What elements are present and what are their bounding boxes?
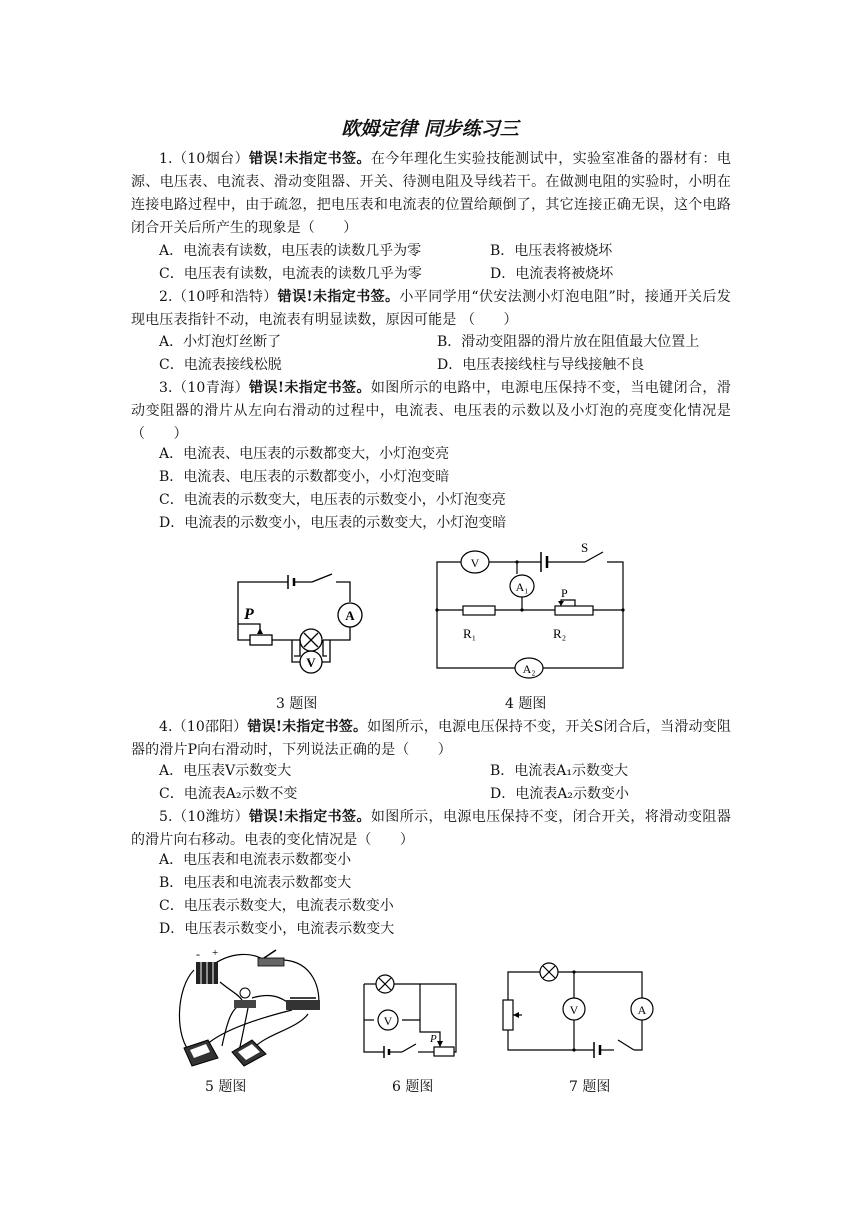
fig4-slider-label: P	[561, 586, 568, 600]
question-number: 1.	[159, 151, 173, 167]
question-5	[131, 806, 731, 852]
option-3b: B．电流表、电压表的示数都变小，小灯泡变暗	[159, 469, 450, 485]
option-2d: D．电压表接线柱与导线接触不良	[437, 357, 645, 373]
figure-5-wiring	[172, 948, 332, 1070]
question-number: 3.	[159, 380, 173, 396]
battery-icon	[196, 962, 218, 984]
error-bookmark: 错误!未指定书签。	[248, 151, 371, 167]
voltmeter-device-icon	[232, 1040, 266, 1066]
option-4c: C．电流表A₂示数不变	[159, 786, 298, 802]
fig4-r2-label: R₂	[553, 626, 567, 641]
option-2a: A．小灯泡灯丝断了	[159, 334, 282, 350]
option-5d: D．电压表示数变小，电流表示数变大	[159, 921, 395, 937]
question-2	[131, 286, 731, 332]
option-3c: C．电流表的示数变大，电压表的示数变小，小灯泡变亮	[159, 492, 506, 508]
question-number: 5.	[159, 809, 173, 825]
fig4-r1-label: R₁	[463, 626, 477, 641]
question-text: 如图所示，电源电压保持不变，闭合开关，将滑动变阻器的滑片向右移动。电表的变化情况是（ ）	[131, 809, 731, 848]
option-5c: C．电压表示数变大，电流表示数变小	[159, 898, 394, 914]
fig5-plus-label: +	[212, 947, 219, 959]
option-2c: C．电流表接线松脱	[159, 357, 282, 373]
figure-7-circuit	[500, 960, 660, 1060]
ammeter-device-icon	[184, 1040, 218, 1066]
error-bookmark: 错误!未指定书签。	[248, 380, 371, 396]
fig3-ammeter-label: A	[345, 608, 355, 623]
option-2b: B．滑动变阻器的滑片放在阻值最大位置上	[437, 334, 700, 350]
fig6-slider-label: P	[430, 1033, 437, 1045]
question-source: （10烟台）	[172, 151, 249, 167]
option-4d: D．电流表A₂示数变小	[490, 786, 629, 802]
figure-4-caption: 4 题图	[505, 696, 547, 712]
fig5-minus-label: -	[196, 947, 200, 961]
option-4b: B．电流表A₁示数变大	[490, 763, 629, 779]
fig4-voltmeter-label: V	[470, 556, 480, 570]
question-text: 如图所示的电路中，电源电压保持不变，当电键闭合，滑动变阻器的滑片从左向右滑动的过程中，电流表、电压表的示数以及小灯泡的亮度变化情况是（ ）	[131, 380, 731, 442]
fig7-ammeter-label: A	[637, 1003, 647, 1017]
question-number: 2.	[159, 289, 173, 305]
option-1b: B．电压表将被烧坏	[490, 243, 613, 259]
rheostat-icon	[286, 998, 320, 1010]
question-4	[131, 716, 731, 762]
error-bookmark: 错误!未指定书签。	[277, 289, 400, 305]
question-1	[131, 148, 731, 240]
question-source: （10邵阳）	[172, 719, 248, 735]
fig4-ammeter1-label: A₁	[515, 580, 529, 594]
figure-4-circuit	[433, 540, 633, 685]
figure-3-caption: 3 题图	[276, 696, 318, 712]
question-source: （10潍坊）	[172, 809, 249, 825]
figure-6-caption: 6 题图	[392, 1079, 434, 1095]
option-1a: A．电流表有读数，电压表的读数几乎为零	[159, 243, 422, 259]
figure-3-circuit	[230, 572, 375, 682]
switch-icon	[258, 950, 284, 966]
figure-6-circuit	[360, 970, 460, 1062]
option-1d: D．电流表将被烧坏	[490, 266, 614, 282]
page-title: 欧姆定律 同步练习三	[341, 118, 519, 140]
question-source: （10青海）	[172, 380, 249, 396]
question-text: 小平同学用“伏安法测小灯泡电阻”时，接通开关后发现电压表指针不动，电流表有明显读数，原因可能是 （ ）	[131, 289, 732, 328]
option-5b: B．电压表和电流表示数都变大	[159, 875, 352, 891]
fig6-voltmeter-label: V	[383, 1014, 393, 1028]
fig4-switch-label: S	[581, 540, 589, 555]
option-3a: A．电流表、电压表的示数都变大，小灯泡变亮	[159, 446, 450, 462]
question-text: 在今年理化生实验技能测试中，实验室准备的器材有：电源、电压表、电流表、滑动变阻器、开关、待测电阻及导线若干。在做测电阻的实验时，小明在连接电路过程中，由于疏忽，把电压表和电流表的位置给颠倒了，其它连接正确无误，这个电路闭合开关后所产生的现象是（ ）	[131, 151, 731, 236]
option-4a: A．电压表V示数变大	[159, 763, 292, 779]
option-1c: C．电压表有读数，电流表的读数几乎为零	[159, 266, 422, 282]
option-3d: D．电流表的示数变小，电压表的示数变大，小灯泡变暗	[159, 515, 507, 531]
question-text: 如图所示，电源电压保持不变，开关S闭合后，当滑动变阻器的滑片P向右滑动时，下列说法正确的是（ ）	[131, 719, 731, 758]
error-bookmark: 错误!未指定书签。	[247, 719, 368, 735]
error-bookmark: 错误!未指定书签。	[248, 809, 371, 825]
question-3	[131, 377, 731, 446]
fig3-voltmeter-label: V	[306, 655, 316, 670]
fig4-ammeter2-label: A₂	[522, 662, 536, 676]
fig3-slider-label: P	[244, 606, 254, 623]
fig7-voltmeter-label: V	[569, 1003, 579, 1017]
figure-7-caption: 7 题图	[569, 1079, 611, 1095]
option-5a: A．电压表和电流表示数都变小	[159, 852, 352, 868]
figure-5-caption: 5 题图	[205, 1079, 247, 1095]
question-number: 4.	[159, 719, 173, 735]
question-source: （10呼和浩特）	[172, 289, 278, 305]
